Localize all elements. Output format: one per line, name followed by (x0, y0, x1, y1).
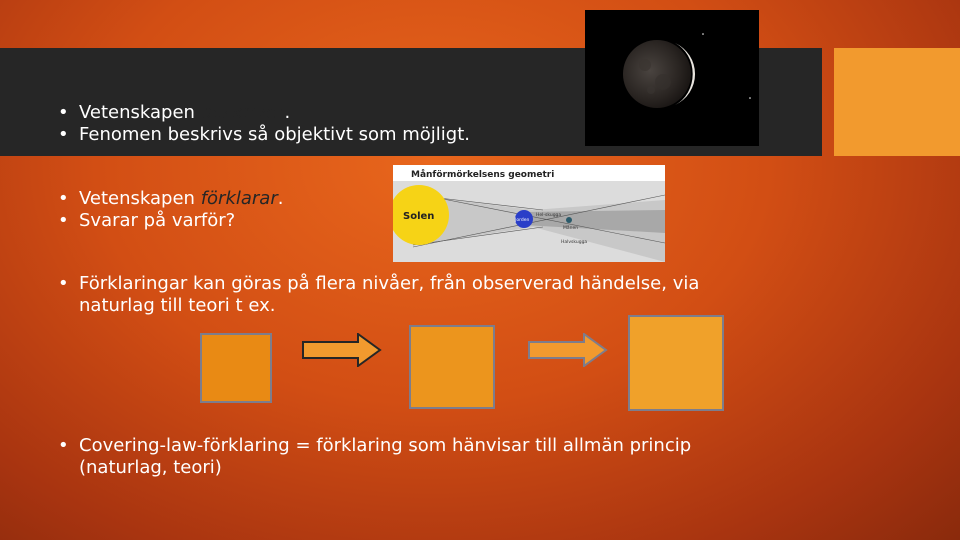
bullets-levels (58, 273, 758, 317)
sun-label: Solen (403, 211, 435, 222)
level-box-small (200, 333, 272, 403)
emphasis-forklarar: förklarar (200, 188, 278, 209)
moon-photo (585, 10, 759, 146)
right-arrow-icon (528, 333, 608, 367)
bullet-objective: • Fenomen beskrivs så objektivt som möjligt. (58, 124, 470, 146)
moon-dot (566, 217, 572, 223)
level-box-mid (409, 325, 495, 409)
bullet-covering-law: • Covering-law-förklaring = förklaring som hänvisar till allmän princip (naturlag, teori) (58, 435, 778, 479)
bullets-covering-law (58, 435, 778, 479)
earth-label: Jorden (515, 218, 530, 223)
moon-label: Månen (563, 226, 579, 231)
halfshadow-label: Halvskugga (561, 240, 588, 245)
bullets-describe (58, 102, 470, 146)
accent-block (834, 48, 960, 156)
bullets-explain (58, 188, 283, 232)
diagram-title: Månförmörkelsens geometri (411, 170, 555, 180)
right-arrow-icon (302, 333, 382, 367)
penumbra-label: Hel-skugga (536, 213, 562, 218)
emphasis-beskriver: beskriver (200, 102, 285, 123)
bullet-why: • Svarar på varför? (58, 210, 283, 232)
eclipse-diagram (393, 165, 665, 262)
level-box-large (628, 315, 724, 411)
bullet-explain: • Vetenskapen förklarar. (58, 188, 283, 210)
bullet-levels: • Förklaringar kan göras på flera nivåer, från observerad händelse, via naturlag till teori t ex. (58, 273, 758, 317)
bullet-describe: • Vetenskapen beskriver. (58, 102, 470, 124)
